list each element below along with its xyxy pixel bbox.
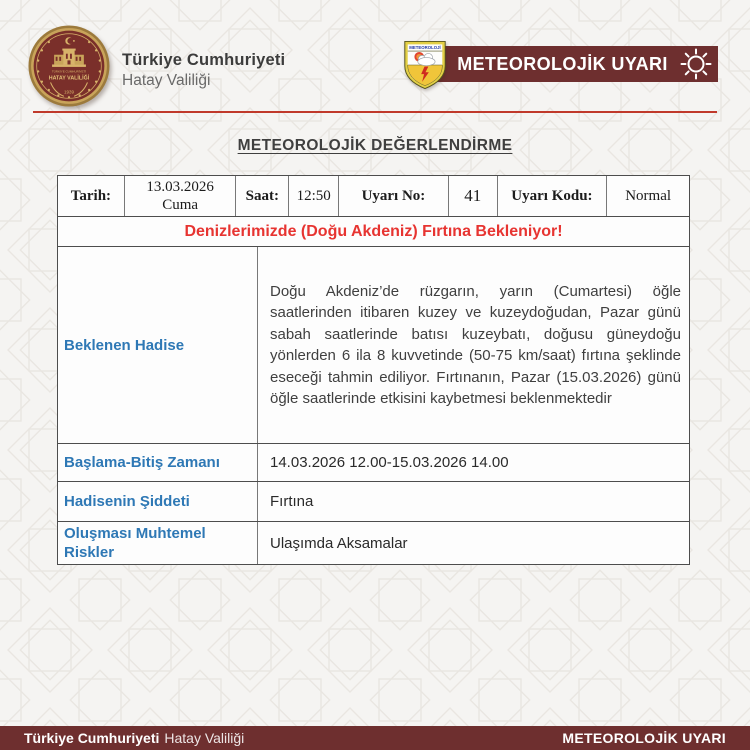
document-title: METEOROLOJİK DEĞERLENDİRME [237, 137, 513, 154]
alert-headline: Denizlerimizde (Doğu Akdeniz) Fırtına Bekleniyor! [58, 216, 689, 246]
footer-warning-title: METEOROLOJİK UYARI [562, 730, 726, 746]
date-value-day: Cuma [162, 197, 199, 213]
expected-event-row [58, 246, 689, 443]
warning-banner-title: METEOROLOJİK UYARI [457, 53, 668, 74]
seal-name-text: HATAY VALİLİĞİ [48, 75, 90, 82]
possible-risks-label: Oluşması Muhtemel Riskler [64, 525, 206, 561]
time-value: 12:50 [288, 176, 338, 216]
republic-title: Türkiye Cumhuriyeti [122, 51, 286, 69]
start-end-value: 14.03.2026 12.00-15.03.2026 14.00 [257, 444, 689, 481]
severity-row [58, 481, 689, 521]
page-header [0, 0, 750, 112]
start-end-label: Başlama-Bitiş Zamanı [64, 454, 220, 471]
date-value-date: 13.03.2026 [146, 179, 214, 195]
footer-org-bold: Türkiye Cumhuriyeti [24, 730, 160, 746]
start-end-row [58, 443, 689, 481]
header-divider-line [33, 111, 717, 113]
warning-banner [433, 46, 718, 82]
date-label: Tarih: [70, 188, 112, 204]
info-row [58, 176, 689, 216]
possible-risks-value: Ulaşımda Aksamalar [257, 522, 689, 564]
page-footer [0, 726, 750, 750]
hatay-governorship-seal-icon [28, 25, 110, 107]
expected-event-label: Beklenen Hadise [64, 336, 185, 354]
seal-country-text: TÜRKİYE CUMHURİYETİ [51, 69, 87, 74]
time-label: Saat: [235, 176, 288, 216]
severity-label: Hadisenin Şiddeti [64, 493, 190, 510]
footer-org-regular: Hatay Valiliği [164, 730, 245, 746]
date-value [124, 176, 236, 216]
footer-org [24, 730, 244, 746]
expected-event-value [257, 247, 689, 443]
warning-no-value: 41 [448, 176, 497, 216]
assessment-table [57, 175, 690, 565]
warning-code-label: Uyarı Kodu: [497, 176, 607, 216]
expected-event-paragraph: Doğu Akdeniz’de rüzgarın, yarın (Cumartesi) öğle saatlerinden itibaren kuzey ve kuzeydoğudan, Pazar günü sabah saatlerinde batısı kuzeybatı, doğusu güneydoğu yönlerden 6 ila 8 kuvvetinde (50-75 km/saat) fırtına şeklinde eseceği tahmin ediliyor. Fırtınanın, Pazar (15.03.2026) günü öğle saatlerinde etkisini kaybetmesi beklenmektedir [270, 282, 681, 407]
meteorology-shield-icon [402, 40, 448, 90]
warning-no-label: Uyarı No: [338, 176, 448, 216]
governorship-title: Hatay Valiliği [122, 71, 211, 89]
government-titles [122, 50, 285, 90]
sun-icon [678, 46, 718, 82]
shield-label-text: METEOROLOJİ [409, 45, 441, 51]
severity-value: Fırtına [257, 482, 689, 521]
possible-risks-row [58, 521, 689, 564]
warning-code-value: Normal [606, 176, 689, 216]
seal-year-text: 1939 [63, 89, 75, 95]
